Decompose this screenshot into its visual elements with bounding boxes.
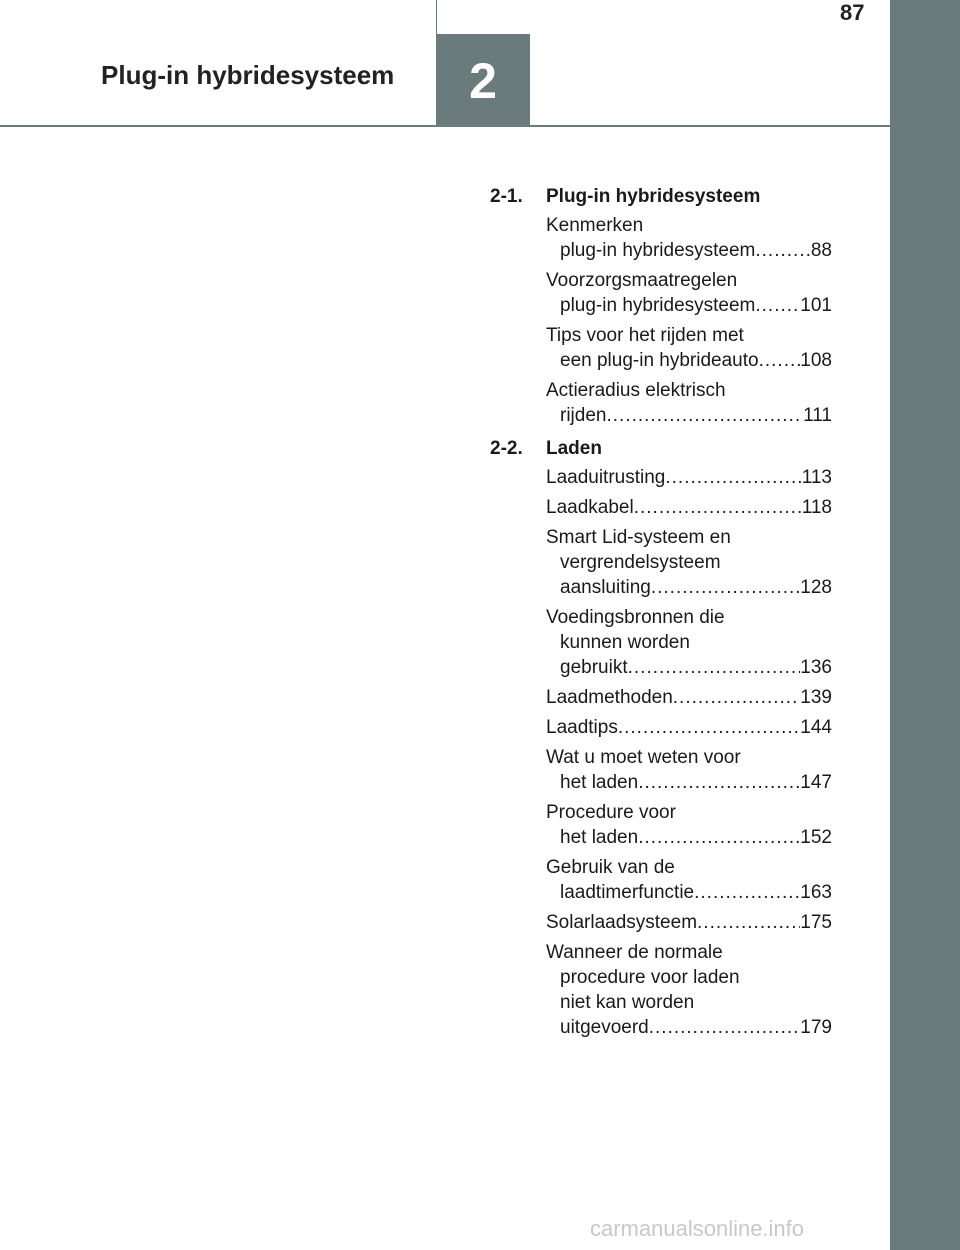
toc-entry-final-line [546,825,832,850]
toc-page-number[interactable]: 136 [800,657,832,678]
toc-entry-text: kunnen worden [560,632,690,653]
dot-leader [651,575,800,600]
toc-entry-label: rijden [560,405,607,426]
dot-leader [665,465,801,490]
toc-entry[interactable] [546,855,832,905]
toc-page-number[interactable]: 175 [800,912,832,933]
toc-entry-text: Voedingsbronnen die [546,607,725,628]
dot-leader [638,825,800,850]
toc-entry-label: uitgevoerd [560,1017,649,1038]
dot-leader [628,655,801,680]
dot-leader [697,910,800,935]
toc-entry[interactable] [546,605,832,680]
toc-entry-final-line [546,910,832,935]
toc-entry-final-line [546,238,832,263]
toc-entry-label: Solarlaadsysteem [546,912,698,933]
section-number: 2-2. [490,438,523,459]
toc-entry-label: Laaduitrusting [546,467,666,488]
toc-entry-text: niet kan worden [560,992,695,1013]
toc-page-number[interactable]: 108 [800,350,832,371]
toc-page-number[interactable]: 147 [800,772,832,793]
section-heading[interactable] [490,436,832,461]
table-of-contents [490,184,832,1048]
watermark: carmanualsonline.info [590,1216,805,1241]
toc-entry[interactable] [546,525,832,600]
toc-page-number[interactable]: 111 [803,405,832,426]
toc-entry-final-line [546,1015,832,1040]
dot-leader [673,685,801,710]
chapter-number-box: 2 [436,34,530,127]
toc-entry-final-line [546,715,832,740]
section-title: Laden [546,438,602,459]
toc-entry-final-line [546,403,832,428]
toc-entry-final-line [546,495,832,520]
toc-entry-final-line [546,575,832,600]
dot-leader [638,770,800,795]
chapter-side-tab [890,0,960,1250]
toc-entry-label: het laden [560,772,639,793]
toc-entry-text: Kenmerken [546,215,644,236]
toc-entry-label: plug-in hybridesysteem [560,240,756,261]
toc-entry-label: aansluiting [560,577,651,598]
toc-entry-text: Smart Lid-systeem en [546,527,731,548]
toc-entry-text: Procedure voor [546,802,676,823]
toc-entry[interactable] [546,323,832,373]
toc-entry-label: Laadtips [546,717,618,738]
dot-leader [606,403,803,428]
toc-page-number[interactable]: 179 [800,1017,832,1038]
toc-entry-label: een plug-in hybrideauto [560,350,759,371]
toc-entry-final-line [546,655,832,680]
toc-entry-text: vergrendelsysteem [560,552,721,573]
toc-page-number[interactable]: 101 [800,295,832,316]
toc-entry[interactable] [546,268,832,318]
section-title: Plug-in hybridesysteem [546,186,761,207]
toc-page-number[interactable]: 163 [800,882,832,903]
toc-page-number[interactable]: 113 [801,467,832,488]
dot-leader [618,715,800,740]
header-divider [436,0,437,34]
toc-page-number[interactable]: 128 [800,577,832,598]
toc-entry-final-line [546,770,832,795]
toc-entry[interactable] [546,745,832,795]
toc-entry[interactable] [546,940,832,1040]
toc-entry-text: procedure voor laden [560,967,740,988]
chapter-title: Plug-in hybridesysteem [101,60,395,90]
toc-entry[interactable] [546,715,832,740]
dot-leader [755,238,810,263]
dot-leader [649,1015,801,1040]
toc-entry[interactable] [546,910,832,935]
dot-leader [634,495,802,520]
toc-page-number[interactable]: 139 [800,687,832,708]
toc-entry-text: Tips voor het rijden met [546,325,744,346]
toc-entry[interactable] [546,685,832,710]
dot-leader [759,348,801,373]
section-heading[interactable] [490,184,832,209]
toc-entry-label: laadtimerfunctie [560,882,695,903]
page-number: 87 [840,0,865,25]
toc-page-number[interactable]: 144 [800,717,832,738]
dot-leader [694,880,800,905]
toc-page-number[interactable]: 118 [801,497,832,518]
toc-entry-final-line [546,685,832,710]
toc-entry-label: gebruikt [560,657,628,678]
toc-section [490,436,832,1040]
toc-entry[interactable] [546,213,832,263]
toc-entry[interactable] [546,465,832,490]
toc-entry-text: Wanneer de normale [546,942,723,963]
toc-entry-text: Voorzorgsmaatregelen [546,270,738,291]
toc-entry-final-line [546,880,832,905]
toc-entry-text: Actieradius elektrisch [546,380,726,401]
toc-page-number[interactable]: 152 [800,827,832,848]
toc-entry-final-line [546,348,832,373]
toc-entry-text: Gebruik van de [546,857,675,878]
section-number: 2-1. [490,186,523,207]
toc-entry-label: plug-in hybridesysteem [560,295,756,316]
toc-entry[interactable] [546,378,832,428]
toc-entry-label: het laden [560,827,639,848]
toc-page-number[interactable]: 88 [810,240,832,261]
toc-entry[interactable] [546,800,832,850]
toc-entry-text: Wat u moet weten voor [546,747,741,768]
toc-entry-final-line [546,465,832,490]
toc-section [490,184,832,428]
toc-entry-final-line [546,293,832,318]
toc-entry[interactable] [546,495,832,520]
toc-entry-label: Laadmethoden [546,687,673,708]
dot-leader [755,293,800,318]
toc-entry-label: Laadkabel [546,497,634,518]
